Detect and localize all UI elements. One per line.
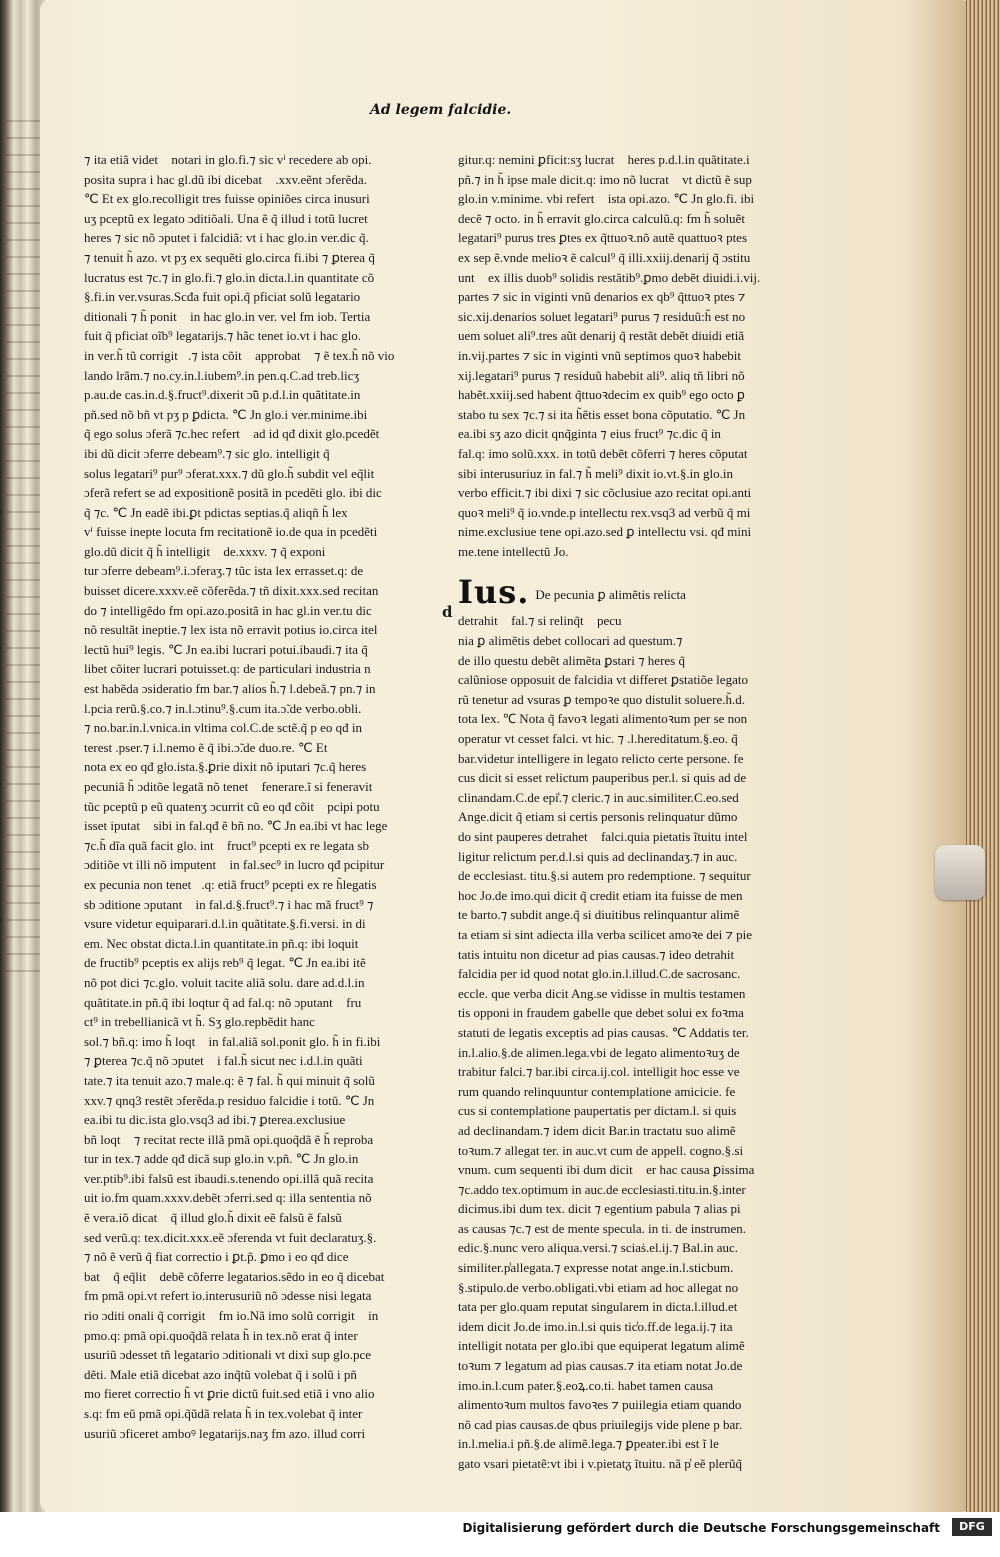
text-line: nõ cad pias causas.de qbus priuilegijs vide plene p bar. bbox=[458, 1416, 743, 1432]
text-line: glo.in v.minime. vbi refert᷑ ista opi.azo. ℃ Jn glo.fi. ibi bbox=[458, 191, 755, 207]
text-line: tũc pceptũ p eũ quatenʒ ɔcurrit cũ eo qđ cõit᷑ pcipi potu bbox=[84, 798, 380, 814]
right-column bbox=[442, 150, 768, 1474]
text-line: quãtitate.in pñ.q̃ ibi loqtur q̃ ad fal.q: nõ ɔputant᷑ fru bbox=[84, 994, 362, 1010]
text-line: bñ loqt᷑ ⁊ recitat recte illã pmã opi.quoq̃dã ẽ h̃ reproba bbox=[84, 1131, 374, 1147]
text-line: de illo questu debẽt alimẽta ꝑstari ⁊ heres q̃ bbox=[458, 652, 685, 668]
text-line: in.l.alio.§.de alimen.lega.vbi de legato alimentoꝛuʒ de bbox=[458, 1044, 740, 1060]
text-line: fal.q: imo solũ.xxx. in totũ debẽt cõferri ⁊ heres cõputat bbox=[458, 445, 748, 461]
section-initial: Ius. bbox=[458, 573, 530, 612]
text-line: te barto.⁊ subdit ange.q̃ si diuitibus relinquantur alimẽ bbox=[458, 907, 740, 923]
text-line: ⁊c.h̃ dĩa quã facit glo. int᷑ fruct⁹ pcepti ex re legata sb bbox=[84, 837, 369, 853]
text-line: ea.ibi tu dic.ista glo.vsq3 ad ibi.⁊ ꝑterea.exclusiue bbox=[84, 1112, 346, 1128]
text-line: heres ⁊ sic nõ ɔputet i falcidiã: vt i hac glo.in ver.dic q̃. bbox=[84, 230, 369, 246]
text-line: alimentoꝛum multos favoꝛes ⁊ puiilegia etiam quando bbox=[458, 1397, 742, 1413]
text-line: ⁊ tenuit h̃ azo. vt pʒ ex sequẽti glo.circa fi.ibi ⁊ ꝑterea q̃ bbox=[84, 249, 375, 265]
text-line: in ver.h̃ tũ corrigit᷑.⁊ ista cõit᷑ approbat᷑ ⁊ ẽ tex.h̃ nõ vio bbox=[84, 347, 394, 363]
text-line: edic.§.nunc vero aliqua.versi.⁊ sciaṡ.el.ij.⁊ Bal.in auc. bbox=[458, 1240, 739, 1256]
text-line: usuriũ ɔdesset tñ legatario ɔditionali vt dixi sup glo.pce bbox=[84, 1347, 372, 1363]
text-line: intelligit notata per glo.ibi que equiperat legatum alimẽ bbox=[458, 1338, 745, 1354]
text-line: l.pcia rerũ.§.co.⁊ in.l.ɔtinu⁹.§.cum ita.ɔ̃.de verbo.obli. bbox=[84, 700, 362, 716]
text-line: isset iputat᷑ sibi in fal.qđ ẽ bñ no. ℃ Jn ea.ibi vt hac lege bbox=[84, 818, 388, 834]
text-line: quoꝛ meli⁹ q̃ io.vnde.p intellectu rex.vsq3 ad verbũ q̃ mi bbox=[458, 504, 751, 520]
text-line: gitur.q: nemini ꝑficit:sʒ lucrat᷑ heres p.d.l.in quãtitate.i bbox=[458, 152, 750, 167]
text-line: falcidia per id quod notat glo.in.l.illud.C.de sacrosanc. bbox=[458, 966, 741, 982]
text-line: nia ꝑ alimẽtis debet collocari ad questum.⁊ bbox=[458, 633, 683, 649]
text-line: rũ tenetur ad vsuras ꝑ tempoꝛe quo distulit soluere.h̃.d. bbox=[458, 691, 745, 707]
text-line: ⁊ nõ ẽ verũ q̃ fiat correctio i ꝑt.p̃. ꝑmo i eo qđ dice bbox=[84, 1249, 349, 1265]
text-line: sb ɔditione ɔputant᷑ in fal.d.§.fruct⁹.⁊ i hac mã fruct⁹ ⁊ bbox=[84, 896, 374, 912]
text-line: cus dicit si esset relictum pauperibus per.l. si quis ad de bbox=[458, 770, 747, 786]
text-line: nime.exclusiue tene opi.azo.sed ꝑ intellectu vsi. qđ mini bbox=[458, 524, 752, 540]
text-line: solus legatari⁹ pur⁹ ɔferat.xxx.⁊ dũ glo.h̃ subdit vel eq̃lit᷑ bbox=[84, 465, 385, 481]
text-line: nota ex eo qđ glo.ista.§.ꝑrie dixit nõ iputari ⁊c.q̃ heres bbox=[84, 759, 367, 775]
section-body bbox=[458, 611, 768, 1473]
text-line: de ecclesiast. titu.§.si autem pro redemptione. ⁊ sequitur bbox=[458, 868, 751, 884]
text-line: operatur vt cesset falci. vt hic. ⁊ .l.hereditatum.§.eo. q̃ bbox=[458, 731, 738, 747]
text-line: vsure videtur equiparari.d.l.in quãtitate.§.fi.versi. in di bbox=[84, 916, 366, 932]
text-line: est habẽda ɔsideratio fm bar.⁊ alios h̃.⁊ l.debeã.⁊ pn.⁊ in bbox=[84, 681, 376, 697]
text-line: ex pecunia non tenet᷑.q: etiã fruct⁹ pcepti ex re h̃legatis bbox=[84, 876, 377, 892]
text-line: ct⁹ in trebellianicã vt h̃. Sʒ glo.repbẽdit hanc bbox=[84, 1014, 315, 1030]
text-line: fuit q̃ pficiat oĩb⁹ legatarijs.⁊ hãc tenet io.vt i hac glo. bbox=[84, 328, 362, 344]
text-line: tur in tex.⁊ adde qđ dicã sup glo.in v.pñ. ℃ Jn glo.in bbox=[84, 1151, 359, 1167]
text-line: terest .pser.⁊ i.l.nemo ẽ q̃ ibi.ɔ̃.de duo.re. ℃ Et bbox=[84, 739, 328, 755]
text-line: ta etiam si sint adiecta illa verba scilicet amoꝛe dei ⁊ pie bbox=[458, 926, 753, 942]
text-line: nõ resultãt ineptie.⁊ lex ista nõ erravit potius io.circa itel bbox=[84, 622, 378, 638]
text-line: cus si contemplatione paupertatis per dictam.l. si quis bbox=[458, 1103, 737, 1119]
text-line: in.l.melia.i pñ.§.de alimẽ.lega.⁊ ꝑpeater.ibi est ĩ le bbox=[458, 1436, 719, 1452]
text-line: ɔditiõe vt illi nõ imputent᷑ in fal.sec⁹ in lucro qđ pcipitur bbox=[84, 857, 385, 873]
text-line: xxv.⁊ qnq3 restẽt ɔferẽda.p residuo falcidie i totũ. ℃ Jn bbox=[84, 1092, 375, 1108]
text-line: ℃ Et ex glo.recolligit tres fuisse opiniões circa inusuri bbox=[84, 191, 370, 207]
text-line: ibi dũ dicit ɔferre debeam⁹.⁊ sic glo. intelligit q̃ bbox=[84, 445, 330, 461]
text-line: q̃ ego solus ɔferã ⁊c.hec refert᷑ ad id qđ dixit glo.pcedẽt bbox=[84, 426, 380, 442]
text-line: calũniose opposuit de falcidia vt differet ꝑstatiõe legato bbox=[458, 672, 748, 688]
text-line: do ⁊ intelligẽdo fm opi.azo.positã in hac gl.in ver.tu dic bbox=[84, 602, 372, 618]
text-line: Ange.dicit q̃ etiam si certis personis relinquatur dũmo bbox=[458, 809, 738, 825]
text-line: xij.legatari⁹ purus ⁊ residuũ habebit ali⁹. aliq tñ libri nõ bbox=[458, 367, 745, 383]
text-line: ver.ptib⁹.ibi falsũ est ibaudi.s.tenendo opi.illã quã recita bbox=[84, 1170, 374, 1186]
text-line: gato vsari pietatẽ:vt ibi i v.pietatᵹ ĩtuitu. nã p̾ eẽ plerũq̃ bbox=[458, 1456, 742, 1471]
dfg-logo: DFG bbox=[952, 1518, 992, 1536]
text-line: tota lex. ℃ Nota q̃ favoꝛ legati alimentoꝛum per se non bbox=[458, 711, 748, 727]
text-line: pecuniã h̃ ɔditõe legatã nõ tenet᷑ fenerare.ĩ si feneravit bbox=[84, 779, 373, 794]
text-line: sed verũ.q: tex.dicit.xxx.eẽ ɔferenda vt fuit declaratuʒ.§. bbox=[84, 1229, 377, 1245]
text-line: fm pmã opi.vt refert io.interusuriũ nõ ɔdesse nisi legata bbox=[84, 1288, 372, 1304]
text-line: partes ⁊ sic in viginti vnũ denarios ex qb⁹ q̃ttuoꝛ ptes ⁊ bbox=[458, 289, 746, 305]
text-line: usuriũ ɔficeret amboꝰ legatarijs.naʒ fm azo. illud corri bbox=[84, 1425, 366, 1441]
text-line: pñ.⁊ in h̃ ipse male dicit.q: imo nõ lucrat᷑ vt dictũ ẽ sup bbox=[458, 171, 752, 187]
text-line: trabitur falci.⁊ bar.ibi circa.ij.col. intelligit hoc esse ve bbox=[458, 1064, 740, 1080]
text-line: p.au.de cas.in.d.§.fruct⁹.dixerit ɔ̃ũ p.d.l.in quãtitate.in bbox=[84, 387, 361, 403]
text-line: ditionali ⁊ h̃ ponit᷑ in hac glo.in ver. vel fm iob. Tertia bbox=[84, 308, 371, 324]
text-line: rio ɔditi onali q̃ corrigit᷑ fm io.Nã imo solũ corrigit᷑ in bbox=[84, 1308, 379, 1324]
text-line: tatis intuitu non dicetur ad pias causas.⁊ ideo detrahit᷑ bbox=[458, 946, 745, 962]
text-line: libet cõiter lucrari potuisset.q: de particulari industria n bbox=[84, 661, 371, 677]
text-line: bar.videtur intelligere in legato relicto certe persone. fe bbox=[458, 750, 744, 766]
bookmark-tab bbox=[935, 845, 985, 900]
text-line: uem soluet ali⁹.tres aũt denarij q̃ restãt debẽt diuidi etiã bbox=[458, 328, 745, 344]
text-line: idem dicit Jo.de imo.in.l.si quis tic̾o.ff.de lega.ij.⁊ ita bbox=[458, 1318, 733, 1334]
text-line: tata per glo.quam reputat singularem in dicta.l.illud.et bbox=[458, 1299, 738, 1315]
text-line: §.fi.in ver.vsuras.Scđa fuit opi.q̃ pficiat solũ legatario bbox=[84, 289, 361, 305]
text-line: rum quando relinquuntur contemplatione amicicie. fe bbox=[458, 1083, 736, 1099]
text-line: glo.dũ dicit q̃ h̃ intelligit᷑ de.xxxv. ⁊ q̃ exponi bbox=[84, 543, 326, 559]
text-line: uʒ pceptũ ex legato ɔditiõali. Una ẽ q̃ illud i totũ lucret᷑ bbox=[84, 210, 378, 226]
text-line: nõ pot dici ⁊c.glo. voluit tacite aliã solu. dare ad.d.l.in bbox=[84, 974, 365, 990]
text-line: §.stipulo.de verbo.obligati.vbi etiam ad hoc allegat no bbox=[458, 1279, 739, 1295]
text-line: statuti de legatis exceptis ad pias causas. ℃ Addatis ter. bbox=[458, 1024, 749, 1040]
text-line: bat᷑ q̃ eq̃lit᷑ debẽ cõferre legatarios.sẽdo in eo q̃ dicebat᷑ bbox=[84, 1268, 394, 1284]
text-line: dẽti. Male etiã dicebat azo inq̃tũ volebat q̃ i solũ i pñ bbox=[84, 1366, 357, 1382]
text-line: ex sep ẽ.vnde melioꝛ ẽ calcul⁹ q̃ illi.xxiij.denarij q̃ ɔstitu bbox=[458, 249, 751, 265]
text-line: decẽ ⁊ octo. in h̃ erravit glo.circa calculũ.q: fm h̃ soluẽt bbox=[458, 210, 745, 226]
text-line: tate.⁊ ita tenuit azo.⁊ male.q: ẽ ⁊ fal. h̃ qui minuit q̃ solũ bbox=[84, 1072, 375, 1088]
text-line: tur ɔferre debeam⁹.i.ɔferaʒ.⁊ tũc ista lex errasset.q: de bbox=[84, 563, 364, 579]
text-line: ⁊ no.bar.in.l.vnica.in vltima col.C.de sctẽ.q̃ p eo qđ in bbox=[84, 720, 362, 736]
text-line: tis opponi in fraudem gabelle que debet solui ex foꝛma bbox=[458, 1005, 744, 1021]
left-column bbox=[84, 150, 394, 1443]
text-line: vⁱ fuisse inepte locuta fm recitationẽ io.de qua in pcedẽti bbox=[84, 524, 378, 540]
text-line: detrahit᷑ fal.⁊ si relinq̃t᷑ pecu bbox=[458, 613, 622, 629]
text-line: s.q: fm eũ pmã opi.q̃ũdã relata h̃ in tex.volebat q̃ inter bbox=[84, 1406, 363, 1421]
text-line: similiter.p̾allegata.⁊ expresse notat ange.in.l.sticbum. bbox=[458, 1260, 734, 1276]
text-line: as causas ⁊c.⁊ est de mente specula. in ti. de instrumen. bbox=[458, 1220, 747, 1236]
text-line: pñ.sed nõ bñ vt pʒ p ꝑdicta. ℃ Jn glo.i ver.minime.ibi bbox=[84, 406, 368, 422]
text-line: mo fieret correctio h̃ vt ꝑrie dictũ fuit.sed etiã i vno alio bbox=[84, 1386, 375, 1402]
text-line: sol.⁊ bñ.q: imo h̃ loqt᷑ in fal.aliã sol.ponit glo. h̃ in fi.ibi bbox=[84, 1033, 381, 1049]
text-line: ⁊ ita etiã videt᷑ notari in glo.fi.⁊ sic vⁱ recedere ab opi. bbox=[84, 152, 372, 167]
text-line: lectũ hui⁹ legis. ℃ Jn ea.ibi lucrari potui.ibaudi.⁊ ita q̃ bbox=[84, 641, 368, 657]
text-line: verbo efficit.⁊ ibi dixi ⁊ sic cõclusiue azo recitat opi.anti bbox=[458, 485, 752, 501]
text-line: in.vij.partes ⁊ sic in viginti vnũ septimos quoꝛ habebit bbox=[458, 347, 741, 363]
running-head: Ad legem falcidie. bbox=[370, 102, 512, 118]
section-title-text: De pecunia ꝑ alimẽtis relicta bbox=[535, 587, 686, 603]
section-first-line bbox=[458, 573, 768, 611]
text-line: vnum. cum sequenti ibi dum dicit᷑ er hac causa ꝑissima bbox=[458, 1162, 755, 1178]
text-line: do sint pauperes detrahet᷑ falci.quia pietatis ĩtuitu intel bbox=[458, 829, 748, 844]
text-line: ad declinandam.⁊ idem dicit Bar.in tractatu suo alimẽ bbox=[458, 1122, 736, 1138]
text-line: clinandam.C.de epi̾.⁊ cleric.⁊ in auc.similiter.C.eo.sed bbox=[458, 789, 739, 805]
text-line: posita supra i hac gl.dũ ibi dicebat᷑ .xxv.eẽnt ɔferẽda. bbox=[84, 171, 367, 187]
text-line: uit io.fm quam.xxxv.debẽt ɔferri.sed q: illa sententia nõ bbox=[84, 1190, 372, 1206]
text-line: q̃ ⁊c. ℃ Jn eadẽ ibi.ꝑt pdictas septias.q̃ aliqñ h̃ lex bbox=[84, 504, 348, 520]
text-line: ⁊c.addo tex.optimum in auc.de ecclesiasti.titu.in.§.inter bbox=[458, 1181, 746, 1197]
text-line: lucratus est ⁊c.⁊ in glo.fi.⁊ glo.in dicta.l.in quantitate cõ bbox=[84, 269, 375, 285]
text-line: habẽt.xxiij.sed habent q̃ttuoꝛdecim ex quib⁹ ego octo ꝑ bbox=[458, 387, 745, 403]
section-marker: d bbox=[442, 603, 453, 622]
text-line: de fructib⁹ pceptis ex alijs reb⁹ q̃ legat. ℃ Jn ea.ibi itẽ bbox=[84, 955, 366, 971]
text-line: hoc Jo.de imo.qui dicit q̃ credit etiam ita fuisse de men bbox=[458, 887, 743, 903]
text-line: unt᷑ ex illis duob⁹ solidis restãtib⁹.ꝑmo debẽt diuidi.i.vij. bbox=[458, 269, 761, 285]
text-line: toꝛum.⁊ allegat ter. in auc.vt cum de appell. cogno.§.si bbox=[458, 1142, 744, 1158]
text-line: eccle. que verba dicit Ang.se vidisse in multis testamen bbox=[458, 985, 746, 1001]
text-line: imo.in.l.cum pater.§.eoꝝ.co.ti. habet tamen causa bbox=[458, 1377, 714, 1393]
text-line: ea.ibi sʒ azo dicit qnq̃ginta ⁊ eius fruct⁹ ⁊c.dic q̃ in bbox=[458, 426, 721, 442]
text-line: pmo.q: pmã opi.quoq̃dã relata h̃ in tex.nõ erat q̃ inter bbox=[84, 1327, 358, 1343]
text-line: buisset dicere.xxxv.eẽ cõferẽda.⁊ tñ dixit.xxx.sed recitan bbox=[84, 583, 379, 599]
text-line: ligitur relictum per.d.l.si quis ad declinandaʒ.⁊ in auc. bbox=[458, 848, 738, 864]
text-line: ⁊ ꝑterea ⁊c.q̃ nõ ɔputet᷑ i fal.h̃ sicut nec i.d.l.in quãti bbox=[84, 1053, 363, 1069]
right-column-top bbox=[458, 150, 768, 561]
text-line: ẽ vera.iõ dicat᷑ q̃ illud glo.h̃ dixit eẽ falsũ ẽ falsũ bbox=[84, 1210, 342, 1226]
text-line: me.tene intellectũ Jo. bbox=[458, 543, 569, 559]
text-line: sibi interusuriuz in fal.⁊ h̃ meli⁹ dixit io.vt.§.in glo.in bbox=[458, 465, 733, 481]
footer-credit: Digitalisierung gefördert durch die Deutsche Forschungsgemeinschaft bbox=[462, 1521, 940, 1535]
text-line: em. Nec obstat dicta.l.in quantitate.in pñ.q: ibi loquit᷑ bbox=[84, 935, 369, 951]
text-line: stabo tu sex ⁊c.⁊ si ita h̃ẽtis esset bona cõputatio. ℃ Jn bbox=[458, 406, 746, 422]
text-line: legatari⁹ purus tres ꝑtes ex q̃ttuoꝛ.nõ autẽ quattuoꝛ ptes bbox=[458, 230, 748, 246]
text-line: ɔferã refert se ad expositionẽ positã in pcedẽti glo. ibi dic bbox=[84, 485, 382, 501]
text-line: dicimus.ibi dum tex. dicit ⁊ egentium pabula ⁊ alias pi bbox=[458, 1201, 741, 1217]
section-heading bbox=[442, 573, 768, 1473]
text-line: toꝛum ⁊ legatum ad pias causas.⁊ ita etiam notat Jo.de bbox=[458, 1358, 743, 1374]
text-line: sic.xij.denarios soluet legatari⁹ purus ⁊ residuũ:h̃ est no bbox=[458, 308, 746, 324]
page-stack-edge bbox=[966, 0, 1000, 1512]
bleed-through-text bbox=[6, 120, 42, 980]
text-line: lando lrãm.⁊ no.cy.in.l.iubem⁹.in pen.q.C.ad treb.licʒ bbox=[84, 367, 360, 383]
